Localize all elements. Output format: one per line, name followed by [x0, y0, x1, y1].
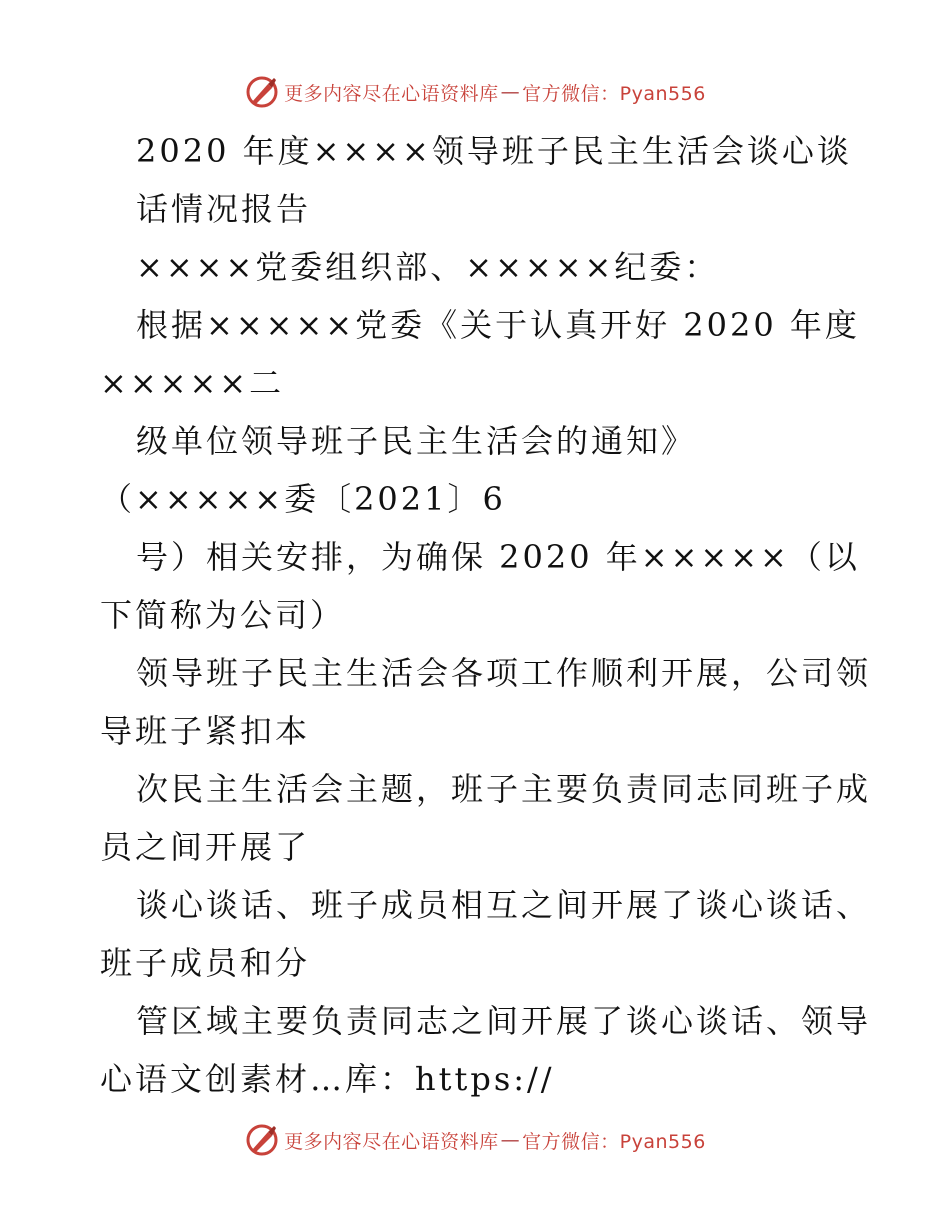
- body-line: 导班子紧扣本: [100, 712, 311, 750]
- banner-text: 更多内容尽在心语资料库: [284, 1130, 499, 1153]
- body-line: 员之间开展了: [100, 828, 311, 866]
- body-line: ×××××二: [100, 364, 285, 402]
- footer-watermark-banner: [0, 1120, 950, 1160]
- quill-pen-logo-icon: [244, 74, 280, 110]
- body-line: 谈心谈话、班子成员相互之间开展了谈心谈话、: [136, 886, 872, 924]
- body-line: 号）相关安排，为确保 2020 年×××××（以: [136, 538, 860, 576]
- banner-separator: —: [500, 81, 521, 103]
- body-line: 管区域主要负责同志之间开展了谈心谈话、领导: [136, 1002, 872, 1040]
- document-body: [100, 122, 872, 1108]
- banner-text: 更多内容尽在心语资料库: [284, 82, 499, 105]
- body-line: 根据×××××党委《关于认真开好 2020 年度: [136, 306, 860, 344]
- quill-pen-logo-icon: [244, 1122, 280, 1158]
- body-line: （×××××委〔2021〕6: [100, 480, 506, 518]
- addressee-line: ××××党委组织部、×××××纪委：: [136, 248, 720, 286]
- banner-contact: 官方微信：Pyan556: [522, 1130, 706, 1153]
- body-line: 下简称为公司）: [100, 596, 346, 634]
- document-title-line-1: 2020 年度××××领导班子民主生活会谈心谈: [136, 132, 852, 170]
- header-watermark-banner: [0, 72, 950, 112]
- body-line: 级单位领导班子民主生活会的通知》: [136, 422, 697, 460]
- banner-contact: 官方微信：Pyan556: [522, 82, 706, 105]
- body-line: 领导班子民主生活会各项工作顺利开展，公司领: [136, 654, 872, 692]
- body-line: 次民主生活会主题，班子主要负责同志同班子成: [136, 770, 872, 808]
- body-line-footer-source: 心语文创素材…库：https://: [100, 1060, 555, 1098]
- banner-separator: —: [500, 1129, 521, 1151]
- body-line: 班子成员和分: [100, 944, 311, 982]
- document-title-line-2: 话情况报告: [136, 190, 312, 228]
